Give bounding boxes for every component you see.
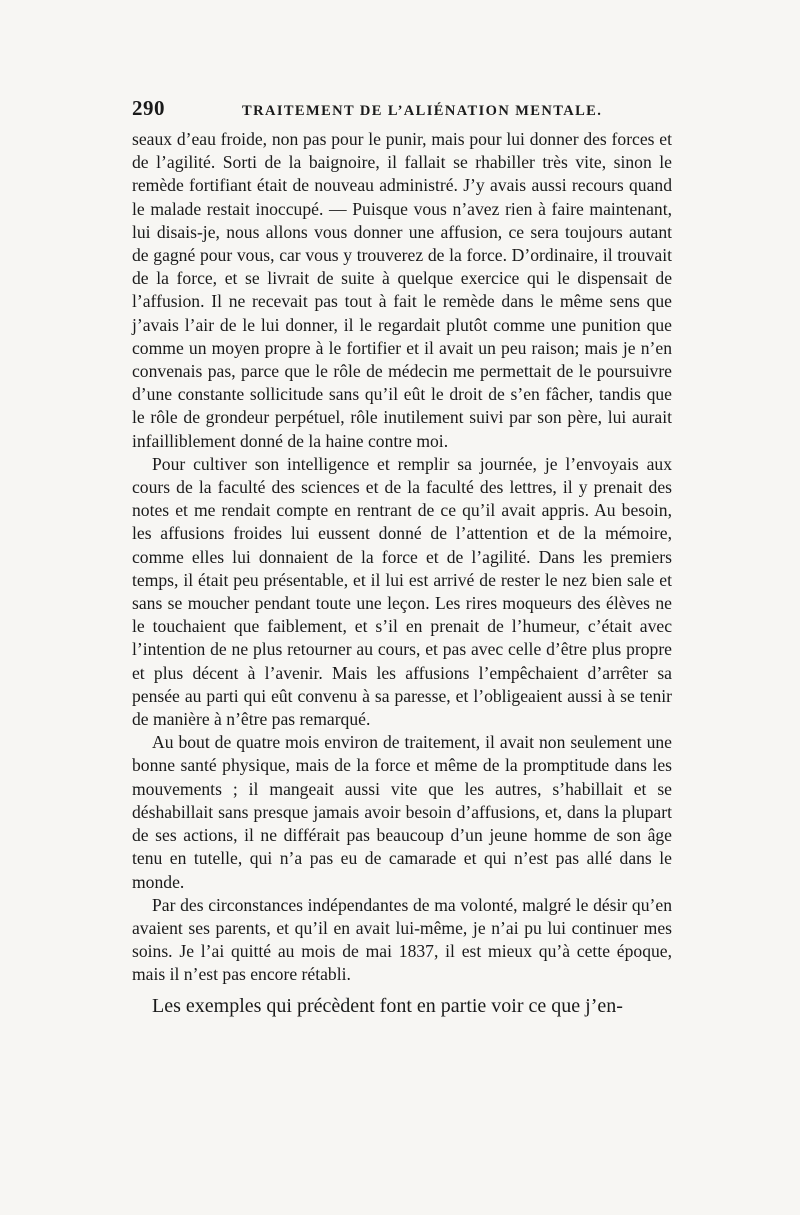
book-page [132,96,672,1021]
paragraph-four-months: Au bout de quatre mois environ de traitement, il avait non seulement une bonne santé physique, mais de la force et même de la promptitude dans les mouvements ; il mangeait aussi vite que les autres, s’habillait et se déshabillait sans presque jamais avoir besoin d’affusions, et, dans la plupart de ses actions, il ne différait pas beaucoup d’un jeune homme de son âge tenu en tutelle, qui n’a pas eu de camarade et qui n’est pas allé dans le monde. [132,732,672,892]
paragraph-circumstances: Par des circonstances indépendantes de ma volonté, malgré le désir qu’en avaient ses parents, et qu’il en avait lui-même, je n’ai pu lui continuer mes soins. Je l’ai quitté au mois de mai 1837, il est mieux qu’à cette époque, mais il n’est pas encore rétabli. [132,894,672,985]
page-number: 290 [132,96,165,120]
paragraph-continued: seaux d’eau froide, non pas pour le punir, mais pour lui donner des forces et de l’agilité. Sorti de la baignoire, il fallait se rhabiller très vite, sinon le remède fortifiant était de nouveau administré. J’y avais aussi recours quand le malade restait inoccupé. — Puisque vous n’avez rien à faire maintenant, lui disais-je, nous allons vous donner une affusion, ce sera toujours autant de gagné pour vous, car vous y trouverez de la force. D’ordinaire, il trouvait de la force, et se livrait de suite à quelque exercice qui le dispensait de l’affusion. Il ne recevait pas tout à fait le remède dans le même sens que j’avais l’air de le lui donner, il le regardait plutôt comme une punition que comme un moyen propre à le fortifier et il avait un peu raison; mais je n’en convenais pas, parce que le rôle de médecin me permettait de le poursuivre d’une constante sollicitude sans qu’il eût le droit de s’en fâcher, tandis que le rôle de grondeur perpétuel, rôle inutilement suivi par son père, lui aurait infailliblement donné de la haine contre moi. [132,129,672,451]
catchline: Les exemples qui précèdent font en partie voir ce que j’en- [152,994,623,1017]
body-text [132,128,672,1021]
paragraph-intelligence: Pour cultiver son intelligence et remplir sa journée, je l’envoyais aux cours de la faculté des sciences et de la faculté des lettres, il y prenait des notes et me rendait compte en rentrant de ce qu’il avait appris. Au besoin, les affusions froides lui eussent donné de l’attention et de la mémoire, comme elles lui donnaient de la force et de l’agilité. Dans les premiers temps, il était peu présentable, et il lui est arrivé de rester le nez bien sale et sans se moucher pendant toute une leçon. Les rires moqueurs des élèves ne le touchaient que faiblement, et s’il en prenait de l’humeur, c’était avec l’intention de ne plus retourner au cours, et pas avec celle d’être plus propre et plus décent à l’avenir. Mais les affusions l’empêchaient d’arrêter sa pensée au parti qui eût convenu à sa paresse, et l’obligeaient aussi à se tenir de manière à n’être pas remarqué. [132,453,672,730]
running-title: TRAITEMENT DE L’ALIÉNATION MENTALE. [242,103,603,119]
running-head [132,96,672,126]
